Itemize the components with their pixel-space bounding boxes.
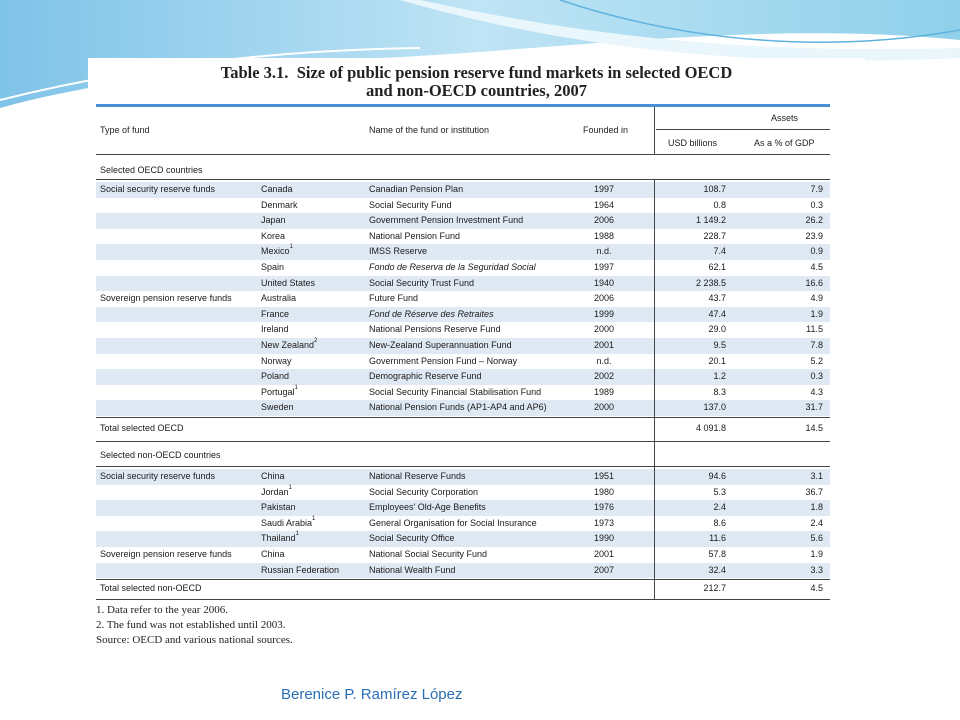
assets-usd-cell [666, 278, 726, 288]
non-oecd-total-gdp: 4.5 [810, 583, 823, 593]
table-row [96, 260, 830, 276]
founded-year-text: 1980 [593, 486, 615, 497]
assets-gdp-cell [766, 309, 823, 319]
founded-year-text: 1973 [593, 517, 615, 528]
country-cell [261, 384, 298, 397]
assets-usd-cell [666, 340, 726, 350]
table-row [96, 563, 830, 579]
fund-type-cell [100, 471, 215, 481]
table-title-line2: and non-OECD countries, 2007 [366, 81, 587, 100]
country-text: Norway [261, 355, 292, 366]
fund-name-cell [369, 184, 463, 194]
table-row [96, 291, 830, 307]
assets-gdp-text: 3.3 [810, 564, 823, 575]
fund-name-cell [369, 324, 501, 334]
fund-name-text: Employees' Old-Age Benefits [369, 502, 486, 513]
founded-year-cell [574, 371, 634, 381]
assets-gdp-cell [766, 324, 823, 334]
founded-year-text: n.d. [596, 246, 612, 257]
founded-year-cell [574, 324, 634, 334]
oecd-total-rule [96, 417, 830, 418]
founded-year-cell [574, 502, 634, 512]
assets-gdp-text: 4.5 [810, 262, 823, 272]
assets-gdp-cell [766, 549, 823, 559]
assets-usd-cell [666, 518, 726, 528]
fund-name-text: National Reserve Funds [369, 471, 466, 481]
fund-name-cell [369, 387, 541, 397]
footnote-marker: 2 [314, 338, 318, 344]
assets-gdp-cell [766, 518, 823, 528]
assets-gdp-cell [766, 565, 823, 575]
country-cell [261, 262, 284, 272]
fund-name-text: National Wealth Fund [369, 564, 456, 575]
fund-name-text: Canadian Pension Plan [369, 184, 464, 194]
header-top-rule [96, 104, 830, 107]
country-text: Ireland [261, 324, 289, 335]
assets-gdp-text: 4.9 [810, 293, 823, 304]
founded-year-text: 1989 [593, 386, 615, 397]
table-row [96, 213, 830, 229]
founded-year-text: 2001 [593, 340, 615, 350]
assets-gdp-text: 2.4 [810, 517, 823, 528]
fund-name-cell [369, 371, 482, 381]
oecd-total-label: Total selected OECD [100, 423, 184, 433]
fund-type-text: Sovereign pension reserve funds [100, 293, 232, 304]
assets-gdp-cell [766, 231, 823, 241]
assets-gdp-text: 0.3 [810, 199, 823, 210]
fund-name-text: Social Security Trust Fund [369, 277, 475, 288]
fund-name-cell [369, 262, 536, 272]
country-text: Spain [261, 262, 285, 272]
country-cell [261, 402, 294, 412]
assets-gdp-text: 5.2 [810, 355, 823, 366]
assets-gdp-cell [766, 402, 823, 412]
country-text: Russian Federation [261, 564, 340, 575]
header-type: Type of fund [100, 125, 150, 135]
assets-gdp-cell [766, 502, 823, 512]
fund-name-text: National Pensions Reserve Fund [369, 324, 501, 335]
fund-type-cell [100, 293, 232, 303]
table-title-line1 [88, 63, 865, 82]
founded-year-text: 2000 [593, 402, 615, 413]
founded-year-text: 1997 [593, 184, 615, 194]
non-oecd-total-usd: 212.7 [703, 583, 726, 593]
section-oecd: Selected OECD countries [100, 165, 203, 175]
founded-year-cell [574, 471, 634, 481]
assets-usd-cell [666, 549, 726, 559]
assets-gdp-cell [766, 371, 823, 381]
fund-name-cell [369, 278, 474, 288]
table-row [96, 531, 830, 547]
section-non-oecd-rule [96, 466, 830, 467]
founded-year-cell [574, 518, 634, 528]
fund-name-cell [369, 340, 512, 350]
founded-year-text: n.d. [596, 355, 612, 366]
table-row [96, 516, 830, 532]
founded-year-text: 1940 [593, 277, 615, 288]
table-row [96, 198, 830, 214]
table-row [96, 354, 830, 370]
assets-usd-cell [666, 215, 726, 225]
assets-gdp-cell [766, 387, 823, 397]
assets-usd-cell [666, 471, 726, 481]
assets-usd-cell [666, 231, 726, 241]
footnote-marker: 1 [289, 244, 293, 251]
assets-gdp-cell [766, 200, 823, 210]
assets-gdp-cell [766, 278, 823, 288]
assets-gdp-cell [766, 356, 823, 366]
founded-year-text: 1976 [593, 502, 615, 513]
founded-year-cell [574, 340, 634, 350]
founded-year-cell [574, 293, 634, 303]
country-text: France [261, 308, 290, 319]
country-text: Australia [261, 293, 297, 304]
table-card [88, 58, 865, 648]
assets-gdp-text: 16.6 [805, 277, 823, 288]
fund-name-text: Social Security Corporation [369, 486, 479, 497]
assets-usd-text: 47.4 [708, 308, 726, 319]
assets-gdp-text: 26.2 [805, 215, 823, 226]
fund-name-text: Government Pension Fund – Norway [369, 355, 518, 366]
header-gdp: As a % of GDP [754, 138, 815, 148]
assets-usd-text: 20.1 [708, 355, 726, 366]
country-text: Pakistan [261, 502, 296, 513]
author-name: Berenice P. Ramírez López [281, 686, 463, 703]
founded-year-cell [574, 215, 634, 225]
assets-gdp-text: 4.3 [810, 386, 823, 397]
fund-name-text: Social Security Financial Stabilisation Fund [369, 386, 542, 397]
assets-gdp-text: 1.9 [810, 308, 823, 319]
assets-gdp-text: 5.6 [810, 533, 823, 544]
fund-name-cell [369, 565, 455, 575]
founded-year-cell [574, 246, 634, 256]
assets-usd-cell [666, 262, 726, 272]
country-text: Mexico [261, 246, 290, 257]
oecd-total-usd: 4 091.8 [695, 423, 726, 433]
founded-year-text: 1990 [593, 533, 615, 544]
founded-year-cell [574, 565, 634, 575]
table-bottom-rule [96, 599, 830, 600]
assets-usd-cell [666, 309, 726, 319]
assets-usd-cell [666, 200, 726, 210]
founded-year-text: 1999 [593, 308, 615, 319]
founded-year-text: 2007 [593, 564, 615, 575]
table-number: Table 3.1. [220, 63, 289, 82]
fund-type-cell [100, 184, 215, 194]
country-cell [261, 231, 285, 241]
assets-usd-cell [666, 502, 726, 512]
fund-name-cell [369, 215, 523, 225]
country-cell [261, 324, 289, 334]
assets-usd-text: 0.8 [713, 199, 726, 210]
fund-name-cell [369, 549, 487, 559]
column-divider-body [654, 179, 655, 600]
assets-usd-text: 2.4 [713, 502, 726, 513]
country-text: Sweden [261, 402, 294, 413]
country-cell [261, 371, 289, 381]
assets-usd-text: 8.3 [713, 386, 726, 397]
assets-gdp-text: 3.1 [810, 471, 823, 481]
assets-usd-text: 43.7 [708, 293, 726, 304]
country-cell [261, 340, 317, 350]
assets-usd-cell [666, 487, 726, 497]
assets-gdp-text: 0.9 [810, 246, 823, 257]
non-oecd-total-label: Total selected non-OECD [100, 583, 202, 593]
founded-year-text: 2006 [593, 215, 615, 226]
country-cell [261, 278, 315, 288]
table-row [96, 276, 830, 292]
country-cell [261, 184, 293, 194]
fund-name-text: Government Pension Investment Fund [369, 215, 524, 226]
table-row [96, 547, 830, 563]
fund-name-cell [369, 471, 466, 481]
country-text: Portugal [261, 386, 295, 397]
country-cell [261, 215, 286, 225]
assets-gdp-text: 7.9 [810, 184, 823, 194]
table-row [96, 229, 830, 245]
footnote-marker: 1 [295, 531, 299, 538]
table-row [96, 338, 830, 354]
assets-gdp-text: 31.7 [805, 402, 823, 413]
table-row [96, 322, 830, 338]
table-row [96, 469, 830, 485]
country-text: Jordan [261, 486, 289, 497]
fund-name-text: IMSS Reserve [369, 246, 428, 257]
assets-usd-text: 137.0 [703, 402, 726, 413]
assets-usd-cell [666, 324, 726, 334]
fund-name-text: Social Security Fund [369, 199, 452, 210]
assets-usd-text: 32.4 [708, 564, 726, 575]
founded-year-text: 2001 [593, 549, 615, 559]
fund-type-text: Social security reserve funds [100, 184, 216, 194]
country-text: United States [261, 277, 316, 288]
assets-usd-cell [666, 184, 726, 194]
assets-gdp-cell [766, 340, 823, 350]
founded-year-cell [574, 549, 634, 559]
country-cell [261, 549, 285, 559]
country-text: Thailand [261, 533, 296, 544]
assets-gdp-text: 23.9 [805, 230, 823, 241]
country-cell [261, 293, 296, 303]
assets-usd-cell [666, 387, 726, 397]
founded-year-text: 1997 [593, 262, 615, 272]
assets-gdp-cell [766, 293, 823, 303]
header-usd: USD billions [668, 138, 718, 148]
table-row [96, 500, 830, 516]
assets-usd-cell [666, 356, 726, 366]
assets-usd-text: 1 149.2 [695, 215, 726, 226]
country-text: Denmark [261, 199, 298, 210]
founded-year-cell [574, 487, 634, 497]
fund-name-text: Fond de Réserve des Retraites [369, 308, 494, 319]
assets-usd-cell [666, 533, 726, 543]
fund-name-text: General Organisation for Social Insurance [369, 517, 537, 528]
country-text: Saudi Arabia [261, 517, 313, 528]
country-cell [261, 565, 339, 575]
assets-gdp-text: 11.5 [806, 324, 823, 335]
founded-year-cell [574, 184, 634, 194]
assets-usd-text: 62.1 [708, 262, 726, 272]
fund-name-text: Fondo de Reserva de la Seguridad Social [369, 262, 536, 272]
founded-year-text: 1951 [593, 471, 615, 481]
assets-usd-text: 2 238.5 [695, 277, 726, 288]
country-text: Korea [261, 230, 286, 241]
fund-name-cell [369, 231, 460, 241]
fund-name-cell [369, 402, 547, 412]
fund-name-cell [369, 356, 517, 366]
header-founded: Founded in [583, 125, 629, 135]
table-row [96, 182, 830, 198]
assets-gdp-cell [766, 215, 823, 225]
fund-type-cell [100, 549, 232, 559]
fund-name-text: Future Fund [369, 293, 419, 304]
assets-usd-cell [666, 246, 726, 256]
country-text: China [261, 549, 285, 559]
fund-name-cell [369, 309, 494, 319]
fund-name-text: National Pension Fund [369, 230, 461, 241]
footnote-marker: 1 [294, 384, 298, 391]
founded-year-cell [574, 231, 634, 241]
footnote-marker: 1 [288, 484, 292, 491]
founded-year-cell [574, 309, 634, 319]
header-name: Name of the fund or institution [369, 125, 490, 135]
fund-name-cell [369, 293, 418, 303]
country-text: Canada [261, 184, 293, 194]
assets-usd-text: 29.0 [708, 324, 726, 335]
founded-year-cell [574, 533, 634, 543]
founded-year-cell [574, 387, 634, 397]
founded-year-cell [574, 200, 634, 210]
column-divider-top [654, 107, 655, 154]
assets-gdp-text: 0.3 [810, 371, 823, 382]
fund-name-cell [369, 533, 454, 543]
assets-usd-cell [666, 371, 726, 381]
assets-usd-text: 94.6 [708, 471, 726, 481]
fund-name-text: National Social Security Fund [369, 549, 488, 559]
country-cell [261, 533, 299, 543]
fund-type-text: Social security reserve funds [100, 471, 216, 481]
fund-name-cell [369, 246, 427, 256]
country-cell [261, 356, 292, 366]
oecd-bottom-rule [96, 441, 830, 442]
country-cell [261, 502, 296, 512]
assets-gdp-cell [766, 471, 823, 481]
assets-usd-cell [666, 293, 726, 303]
assets-usd-text: 11.6 [709, 533, 726, 544]
table-row [96, 400, 830, 416]
assets-gdp-cell [766, 246, 823, 256]
country-cell [261, 200, 298, 210]
section-non-oecd: Selected non-OECD countries [100, 450, 221, 460]
assets-gdp-cell [766, 262, 823, 272]
assets-gdp-cell [766, 184, 823, 194]
header-bottom-rule [96, 154, 830, 155]
table-row [96, 485, 830, 501]
table-title-text: Size of public pension reserve fund markets in selected OECD [296, 63, 733, 82]
fund-name-text: New-Zealand Superannuation Fund [369, 340, 512, 350]
founded-year-text: 1964 [593, 199, 615, 210]
fund-name-text: Demographic Reserve Fund [369, 371, 482, 382]
assets-usd-text: 9.5 [713, 340, 726, 350]
founded-year-cell [574, 356, 634, 366]
fund-name-cell [369, 518, 537, 528]
source-note: Source: OECD and various national sources. [96, 634, 293, 646]
assets-usd-text: 57.8 [708, 549, 726, 559]
assets-usd-text: 5.3 [713, 486, 726, 497]
section-oecd-rule [96, 179, 830, 180]
assets-gdp-cell [766, 533, 823, 543]
table-row [96, 244, 830, 260]
fund-name-cell [369, 502, 486, 512]
assets-usd-cell [666, 565, 726, 575]
footnote-2: 2. The fund was not established until 2003. [96, 619, 286, 631]
assets-usd-text: 7.4 [713, 246, 726, 257]
fund-name-cell [369, 487, 478, 497]
country-text: Japan [261, 215, 286, 226]
country-cell [261, 309, 289, 319]
country-cell [261, 246, 293, 256]
assets-gdp-text: 7.8 [810, 340, 823, 350]
assets-gdp-text: 36.7 [805, 486, 823, 497]
fund-name-text: Social Security Office [369, 533, 455, 544]
country-text: Poland [261, 371, 290, 382]
table-row [96, 369, 830, 385]
country-text: New Zealand [261, 340, 315, 350]
assets-subrule [656, 129, 830, 130]
oecd-total-gdp: 14.5 [805, 423, 823, 433]
assets-usd-text: 108.7 [703, 184, 726, 194]
assets-gdp-cell [766, 487, 823, 497]
founded-year-text: 2002 [593, 371, 615, 382]
non-oecd-total-rule [96, 579, 830, 580]
assets-usd-text: 1.2 [713, 371, 726, 382]
country-text: China [261, 471, 285, 481]
fund-name-cell [369, 200, 452, 210]
assets-gdp-text: 1.9 [810, 549, 823, 559]
country-cell [261, 484, 292, 497]
founded-year-text: 2000 [593, 324, 615, 335]
founded-year-cell [574, 402, 634, 412]
assets-gdp-text: 1.8 [810, 502, 823, 513]
table-row [96, 307, 830, 323]
founded-year-text: 1988 [593, 230, 615, 241]
footnote-1: 1. Data refer to the year 2006. [96, 604, 228, 616]
assets-usd-text: 8.6 [713, 517, 726, 528]
assets-usd-cell [666, 402, 726, 412]
assets-usd-text: 228.7 [703, 230, 726, 241]
country-cell [261, 471, 285, 481]
fund-type-text: Sovereign pension reserve funds [100, 549, 232, 559]
founded-year-cell [574, 278, 634, 288]
table-row [96, 385, 830, 401]
founded-year-text: 2006 [593, 293, 615, 304]
country-cell [261, 515, 316, 528]
founded-year-cell [574, 262, 634, 272]
header-assets: Assets [770, 113, 798, 123]
fund-name-text: National Pension Funds (AP1-AP4 and AP6) [369, 402, 547, 413]
footnote-marker: 1 [312, 515, 316, 522]
